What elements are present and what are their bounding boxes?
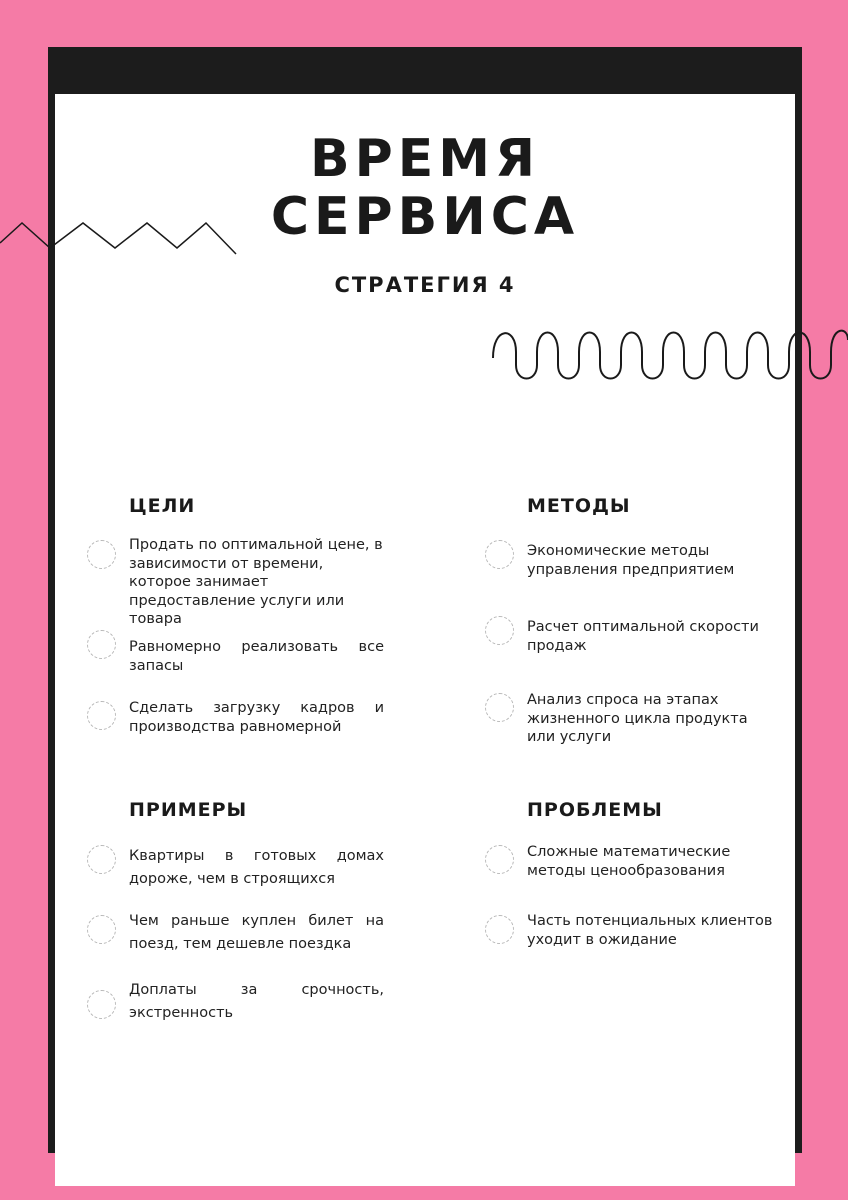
- section-heading-examples: ПРИМЕРЫ: [129, 799, 248, 821]
- list-item-text: Доплаты за срочность, экстренность: [129, 982, 384, 1021]
- wave-line: [493, 331, 848, 379]
- bullet-circle-icon: [87, 701, 116, 730]
- bullet-circle-icon: [87, 540, 116, 569]
- bullet-circle-icon: [87, 630, 116, 659]
- bullet-circle-icon: [485, 915, 514, 944]
- wave-decoration-icon: [488, 328, 848, 384]
- bullet-circle-icon: [87, 990, 116, 1019]
- list-item-text: Чем раньше куплен билет на поезд, тем дешевле поездка: [129, 913, 384, 952]
- list-item-text: Сделать загрузку кадров и производства равномерной: [129, 700, 384, 735]
- bullet-circle-icon: [87, 915, 116, 944]
- section-heading-methods: МЕТОДЫ: [527, 495, 631, 517]
- bullet-circle-icon: [485, 845, 514, 874]
- list-item-text: Квартиры в готовых домах дороже, чем в строящихся: [129, 848, 384, 887]
- page-subtitle: СТРАТЕГИЯ 4: [334, 273, 516, 297]
- section-heading-goals: ЦЕЛИ: [129, 495, 196, 517]
- bullet-circle-icon: [485, 616, 514, 645]
- title-line-2: СЕРВИСА: [270, 187, 580, 247]
- bullet-circle-icon: [485, 693, 514, 722]
- bullet-circle-icon: [485, 540, 514, 569]
- list-item-text: Продать по оптимальной цене, в зависимости от времени, которое занимает предоставление услуги или товара: [129, 537, 383, 627]
- list-item-text: Экономические методы управления предприятием: [527, 543, 735, 578]
- list-item-text: Равномерно реализовать все запасы: [129, 639, 384, 674]
- bullet-circle-icon: [87, 845, 116, 874]
- list-item-text: Расчет оптимальной скорости продаж: [527, 619, 759, 654]
- title-line-1: ВРЕМЯ: [309, 129, 541, 189]
- section-heading-problems: ПРОБЛЕМЫ: [527, 799, 663, 821]
- list-item-text: Часть потенциальных клиентов уходит в ожидание: [527, 913, 773, 948]
- list-item-text: Сложные математические методы ценообразования: [527, 844, 731, 879]
- list-item-text: Анализ спроса на этапах жизненного цикла продукта или услуги: [527, 692, 748, 745]
- page-title: [55, 130, 795, 246]
